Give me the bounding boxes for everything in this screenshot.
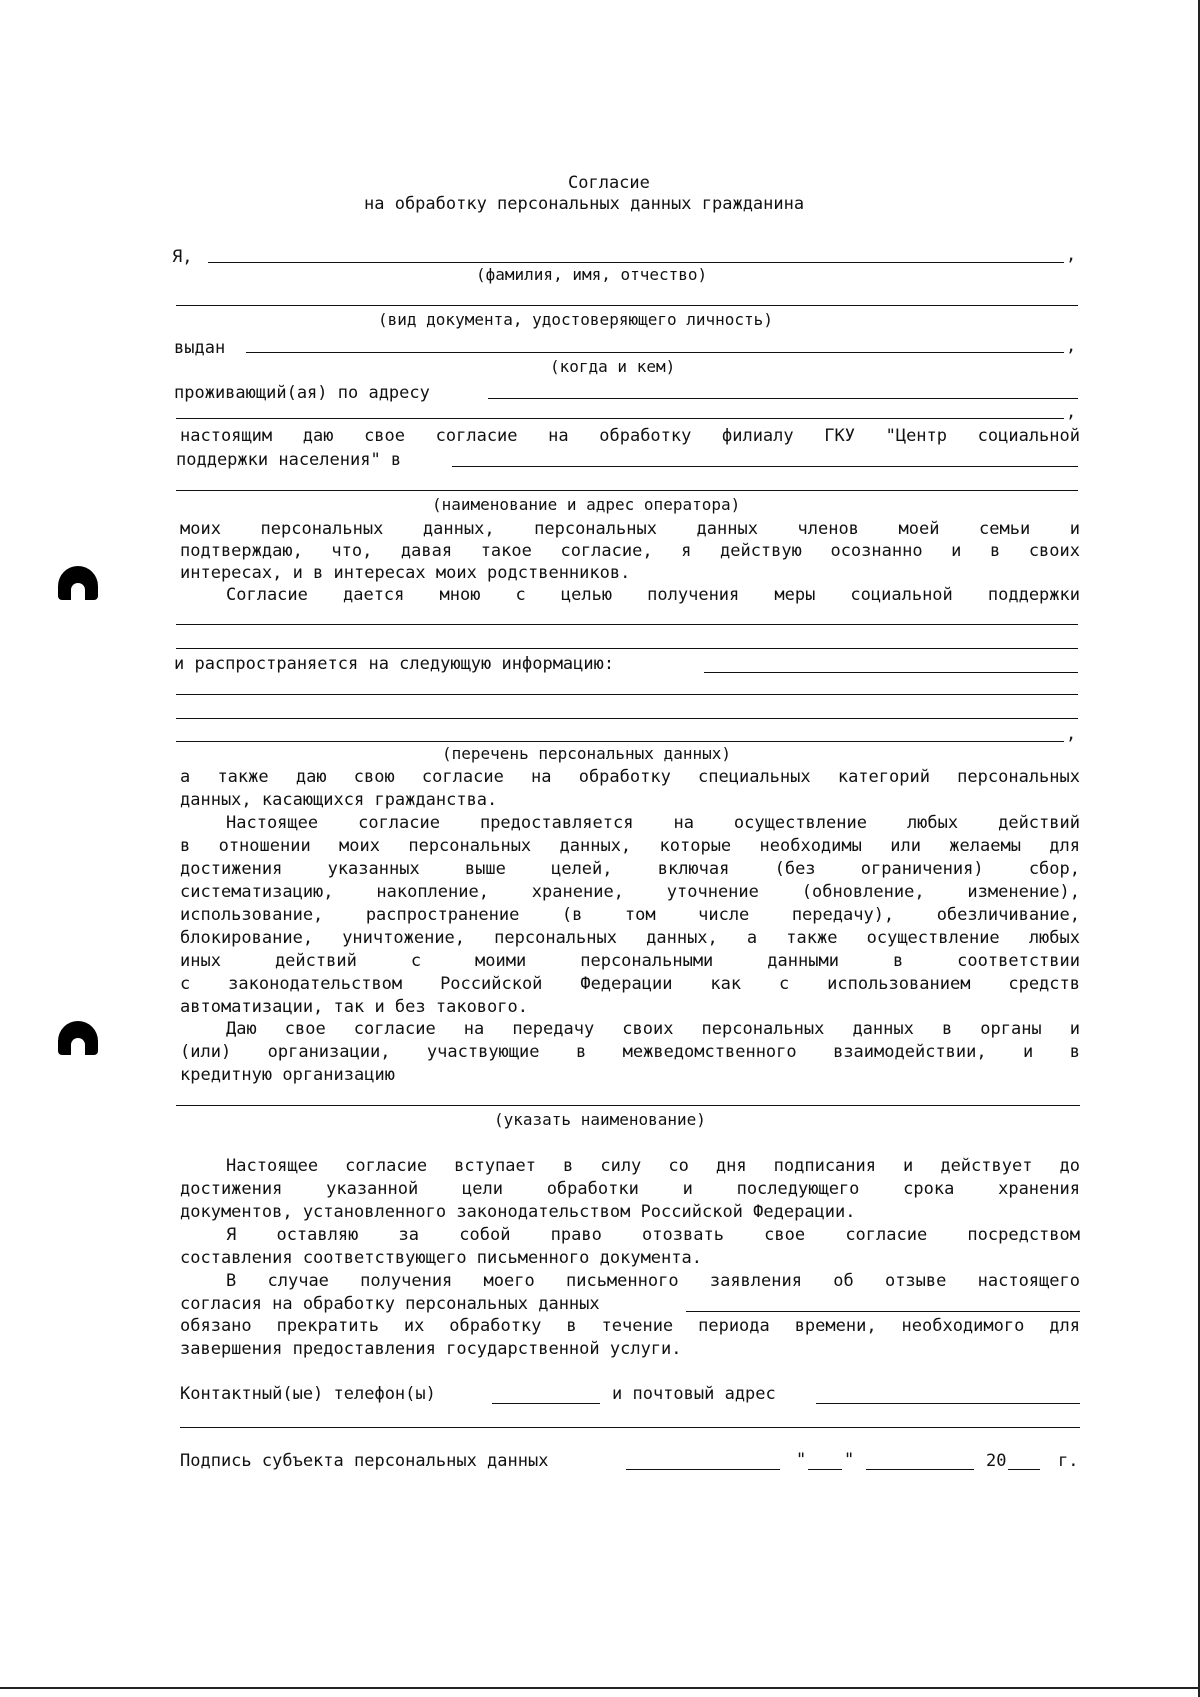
actions-line-3: достижения указанных выше целей, включая (без ограничения) сбор, — [180, 859, 1080, 879]
year-suffix: г. — [1058, 1451, 1079, 1471]
case-line-2: согласия на обработку персональных данных — [180, 1294, 600, 1314]
id-document-caption: (вид документа, удостоверяющего личность) — [378, 310, 773, 329]
transfer-line-1: Даю свое согласие на передачу своих персональных данных в органы и — [226, 1019, 1080, 1039]
mail-label: и почтовый адрес — [612, 1384, 776, 1404]
actions-line-8: с законодательством Российской Федерации как с использованием средств — [180, 974, 1080, 994]
address-field-1[interactable] — [488, 398, 1078, 399]
document-subtitle: на обработку персональных данных гражданина — [364, 194, 805, 214]
id-document-field[interactable] — [176, 305, 1078, 306]
fio-caption: (фамилия, имя, отчество) — [476, 265, 708, 284]
info-field-4[interactable] — [176, 741, 1064, 742]
operator-name-field[interactable] — [686, 1311, 1080, 1312]
validity-line-2: достижения указанной цели обработки и последующего срока хранения — [180, 1179, 1080, 1199]
scan-border-bottom — [0, 1687, 1200, 1689]
fio-suffix: , — [1066, 245, 1077, 265]
case-line-1: В случае получения моего письменного заявления об отзыве настоящего — [226, 1271, 1080, 1291]
address-suffix: , — [1066, 402, 1077, 422]
actions-line-5: использование, распространение (в том числе передачу), обезличивание, — [180, 905, 1080, 925]
consent-intro-line-2: поддержки населения" в — [176, 450, 402, 470]
case-line-3: обязано прекратить их обработку в течение периода времени, необходимого для — [180, 1316, 1080, 1336]
actions-line-6: блокирование, уничтожение, персональных данных, а также осуществление любых — [180, 928, 1080, 948]
actions-line-1: Настоящее согласие предоставляется на осуществление любых действий — [226, 813, 1080, 833]
transfer-line-3: кредитную организацию — [180, 1065, 395, 1085]
info-label: и распространяется на следующую информацию: — [174, 654, 615, 674]
date-quote-close: " — [844, 1450, 855, 1470]
date-quote-open: " — [796, 1450, 807, 1470]
postal-address-field-1[interactable] — [816, 1403, 1080, 1404]
consent-intro-line-1: настоящим даю свое согласие на обработку филиалу ГКУ "Центр социальной — [180, 426, 1080, 446]
info-field-1[interactable] — [704, 672, 1078, 673]
actions-line-7: иных действий с моими персональными данными в соответствии — [180, 951, 1080, 971]
info-field-3[interactable] — [176, 718, 1078, 719]
special-line-2: данных, касающихся гражданства. — [180, 790, 498, 810]
validity-line-3: документов, установленного законодательством Российской Федерации. — [180, 1202, 856, 1222]
purpose-field-2[interactable] — [176, 648, 1078, 649]
issued-caption: (когда и кем) — [550, 357, 676, 376]
scope-line-2: подтверждаю, что, давая такое согласие, я действую осознанно и в своих — [180, 541, 1080, 561]
address-field-2[interactable] — [176, 418, 1064, 419]
case-line-4: завершения предоставления государственной услуги. — [180, 1339, 682, 1359]
operator-caption: (наименование и адрес оператора) — [432, 495, 741, 514]
info-suffix: , — [1066, 724, 1077, 744]
actions-line-9: автоматизации, так и без такового. — [180, 997, 528, 1017]
punch-hole-top — [58, 566, 98, 600]
signature-label: Подпись субъекта персональных данных — [180, 1451, 549, 1471]
revoke-line-1: Я оставляю за собой право отозвать свое согласие посредством — [226, 1225, 1080, 1245]
purpose-line: Согласие дается мною с целью получения меры социальной поддержки — [226, 585, 1080, 605]
special-line-1: а также даю свою согласие на обработку специальных категорий персональных — [180, 767, 1080, 787]
address-label: проживающий(ая) по адресу — [174, 383, 430, 403]
year-prefix: 20 — [986, 1451, 1007, 1471]
validity-line-1: Настоящее согласие вступает в силу со дня подписания и действует до — [226, 1156, 1080, 1176]
organization-field[interactable] — [176, 1105, 1080, 1106]
postal-address-field-2[interactable] — [180, 1427, 1080, 1428]
scope-line-1: моих персональных данных, персональных данных членов моей семьи и — [180, 519, 1080, 539]
fio-field[interactable] — [208, 262, 1064, 263]
scope-line-3: интересах, и в интересах моих родственников. — [180, 563, 631, 583]
fio-prefix: Я, — [172, 247, 193, 267]
revoke-line-2: составления соответствующего письменного документа. — [180, 1248, 702, 1268]
issued-label: выдан — [174, 338, 226, 358]
transfer-line-2: (или) организации, участвующие в межведомственного взаимодействии, и в — [180, 1042, 1080, 1062]
operator-field-1[interactable] — [452, 466, 1078, 467]
organization-caption: (указать наименование) — [494, 1110, 706, 1129]
pd-caption: (перечень персональных данных) — [442, 744, 731, 763]
actions-line-4: систематизацию, накопление, хранение, уточнение (обновление, изменение), — [180, 882, 1080, 902]
document-title: Согласие — [568, 173, 650, 193]
day-field[interactable] — [808, 1469, 842, 1470]
phone-field[interactable] — [492, 1403, 600, 1404]
info-field-2[interactable] — [176, 694, 1078, 695]
month-field[interactable] — [866, 1469, 974, 1470]
signature-field[interactable] — [626, 1469, 780, 1470]
issued-suffix: , — [1066, 336, 1077, 356]
phone-label: Контактный(ые) телефон(ы) — [180, 1384, 436, 1404]
actions-line-2: в отношении моих персональных данных, которые необходимы или желаемы для — [180, 836, 1080, 856]
punch-hole-bottom — [58, 1021, 98, 1055]
purpose-field-1[interactable] — [176, 624, 1078, 625]
issued-field[interactable] — [246, 352, 1064, 353]
year-field[interactable] — [1008, 1469, 1040, 1470]
operator-field-2[interactable] — [176, 490, 1078, 491]
